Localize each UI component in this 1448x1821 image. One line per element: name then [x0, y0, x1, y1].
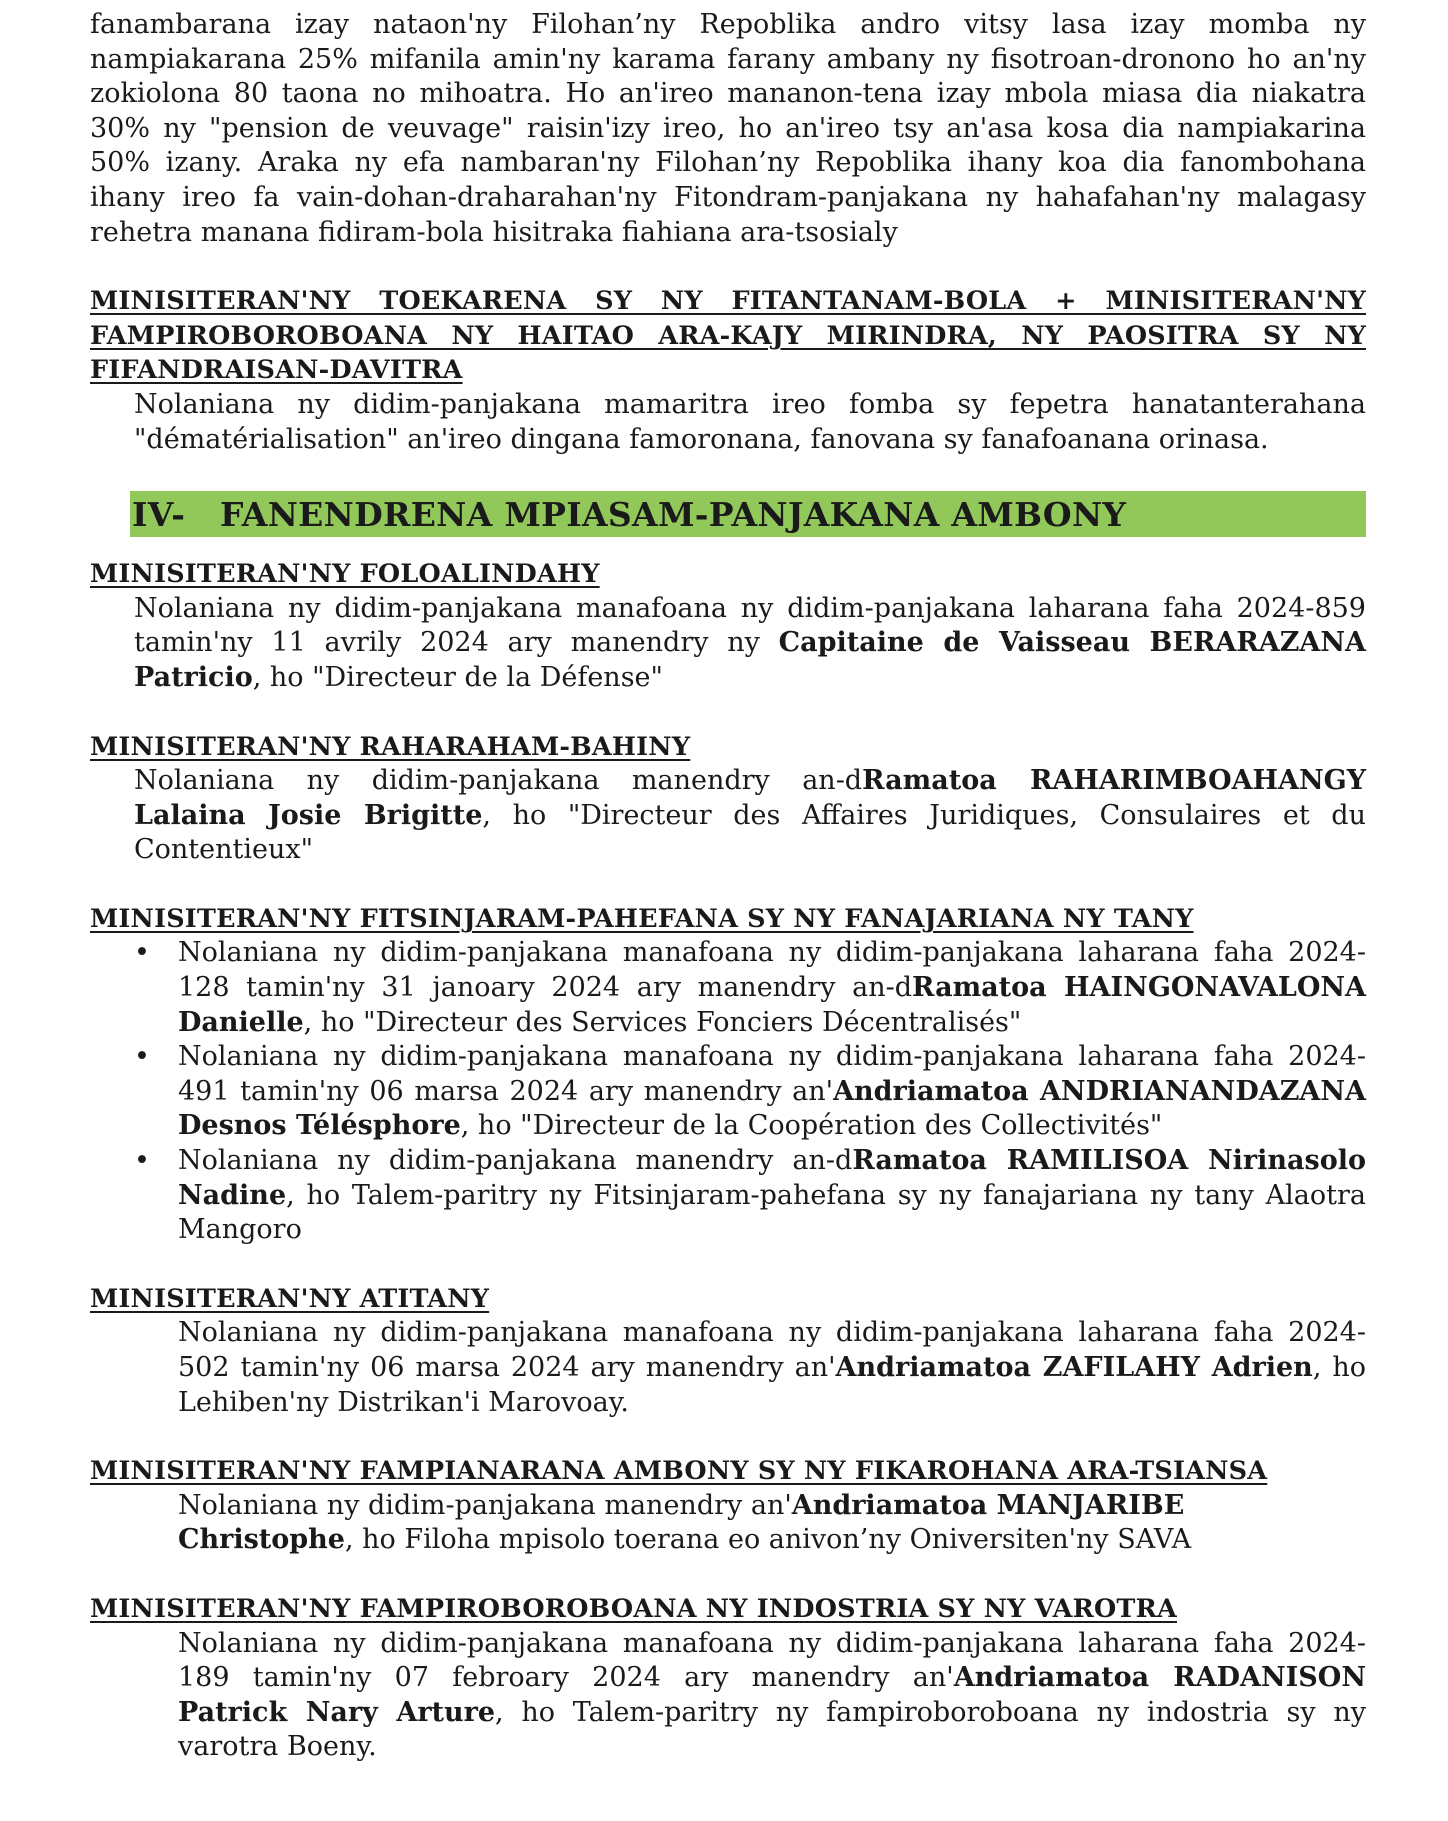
- intro-paragraph: fanambarana izay nataon'ny Filohan’ny Repoblika andro vitsy lasa izay momba ny nampiakarana 25% mifanila amin'ny karama farany ambany ny fisotroan-dronono ho an'ny zokiolona 80 taona no mihoatra. Ho an'ireo mananon-tena izay mbola miasa dia niakatra 30% ny "pension de veuvage" raisin'izy ireo, ho an'ireo tsy an'asa kosa dia nampiakarina 50% izany. Araka ny efa nambaran'ny Filohan’ny Repoblika ihany koa dia fanombohana ihany ireo fa vain-dohan-draharahan'ny Fitondram-panjakana ny hahafahan'ny malagasy rehetra manana fidiram-bola hisitraka fiahiana ara-tsosialy: [90, 9, 1366, 248]
- text-run: , ho "Directeur des Affaires Juridiques, Consulaires et du Contentieux": [134, 799, 1366, 866]
- section-text-higher-education: [90, 1489, 1366, 1558]
- appointment-list: [90, 936, 1366, 1247]
- section-heading-interior: MINISITERAN'NY ATITANY: [90, 1283, 490, 1314]
- appointee-name: Andriamatoa ZAFILAHY Adrien: [835, 1352, 1313, 1383]
- section-heading-foreign-affairs: MINISITERAN'NY RAHARAHAM-BAHINY: [90, 731, 691, 762]
- text-run: Nolaniana ny didim-panjakana manafoana ny didim-panjakana laharana faha 2024-859 tamin'ny 11 avrily 2024 ary manendry ny: [134, 592, 1366, 659]
- appointee-name: Ramatoa RAHARIMBOAHANGY Lalaina Josie Brigitte: [134, 765, 1367, 831]
- text-run: , ho "Directeur de la Coopération des Collectivités": [460, 1110, 1163, 1142]
- section-heading-economy: MINISITERAN'NY TOEKARENA SY NY FITANTANAM-BOLA + MINISITERAN'NY FAMPIROBOROBOANA NY HAITAO ARA-KAJY MIRINDRA, NY PAOSITRA SY NY FIFANDRAISAN-DAVITRA: [90, 286, 1366, 386]
- text-run: Nolaniana ny didim-panjakana manafoana ny didim-panjakana laharana faha 2024-128 tamin'ny 31 janoary 2024 ary manendry an-d: [178, 937, 1366, 1004]
- section-heading-defense: MINISITERAN'NY FOLOALINDAHY: [90, 559, 600, 590]
- section-heading-decentralization: MINISITERAN'NY FITSINJARAM-PAHEFANA SY NY FANAJARIANA NY TANY: [90, 903, 1194, 934]
- appointee-name: Capitaine de Vaisseau BERARAZANA Patricio: [134, 627, 1367, 693]
- chapter-number: IV-: [132, 494, 186, 534]
- chapter-banner: [130, 491, 1366, 537]
- list-item: [90, 936, 1366, 1040]
- document-page: [90, 8, 1366, 1765]
- text-run: , ho "Directeur de la Défense": [252, 661, 663, 693]
- section-heading-industry: MINISITERAN'NY FAMPIROBOROBOANA NY INDOSTRIA SY NY VAROTRA: [90, 1593, 1177, 1624]
- text-run: , ho Talem-paritry ny fampiroboroboana ny indostria sy ny varotra Boeny.: [178, 1696, 1366, 1763]
- text-run: , ho Talem-paritry ny Fitsinjaram-pahefana sy ny fanajariana ny tany Alaotra Mangoro: [178, 1179, 1366, 1246]
- text-run: Nolaniana ny didim-panjakana manafoana ny didim-panjakana laharana faha 2024-491 tamin'ny 06 marsa 2024 ary manendry an': [178, 1041, 1366, 1107]
- section-heading-higher-education: MINISITERAN'NY FAMPIANARANA AMBONY SY NY FIKAROHANA ARA-TSIANSA: [90, 1456, 1268, 1487]
- section-text-industry: [90, 1627, 1366, 1765]
- appointee-name: Andriamatoa ANDRIANANDAZANA Desnos Télésphore: [178, 1075, 1367, 1142]
- section-text-defense: [90, 592, 1366, 696]
- list-item: [90, 1144, 1366, 1248]
- appointee-name: Ramatoa RAMILISOA Nirinasolo Nadine: [178, 1145, 1366, 1211]
- text-run: , ho "Directeur des Services Fonciers Décentralisés": [303, 1006, 1022, 1038]
- list-item: [90, 1040, 1366, 1144]
- section-text-economy: Nolaniana ny didim-panjakana mamaritra ireo fomba sy fepetra hanatanterahana "dématérialisation" an'ireo dingana famoronana, fanovana sy fanafoanana orinasa.: [134, 388, 1366, 455]
- text-run: Nolaniana ny didim-panjakana manendry an': [178, 1489, 792, 1521]
- text-run: , ho Lehiben'ny Distrikan'i Marovoay.: [178, 1352, 1367, 1418]
- appointee-name: Ramatoa HAINGONAVALONA Danielle: [178, 972, 1366, 1038]
- chapter-title: FANENDRENA MPIASAM-PANJAKANA AMBONY: [220, 494, 1127, 534]
- appointee-name: Andriamatoa RADANISON Patrick Nary Arture: [178, 1662, 1366, 1728]
- text-run: , ho Filoha mpisolo toerana eo anivon’ny Oniversiten'ny SAVA: [344, 1524, 1192, 1556]
- text-run: Nolaniana ny didim-panjakana manendry an-d: [134, 765, 863, 797]
- section-text-foreign-affairs: [90, 764, 1366, 868]
- text-run: Nolaniana ny didim-panjakana manafoana ny didim-panjakana laharana faha 2024-189 tamin'ny 07 febroary 2024 ary manendry an': [178, 1627, 1366, 1694]
- section-text-interior: [90, 1316, 1366, 1420]
- appointee-name: Andriamatoa MANJARIBE Christophe: [178, 1489, 1185, 1556]
- text-run: Nolaniana ny didim-panjakana manendry an-d: [178, 1145, 853, 1177]
- text-run: Nolaniana ny didim-panjakana manafoana ny didim-panjakana laharana faha 2024-502 tamin'ny 06 marsa 2024 ary manendry an': [178, 1317, 1366, 1383]
